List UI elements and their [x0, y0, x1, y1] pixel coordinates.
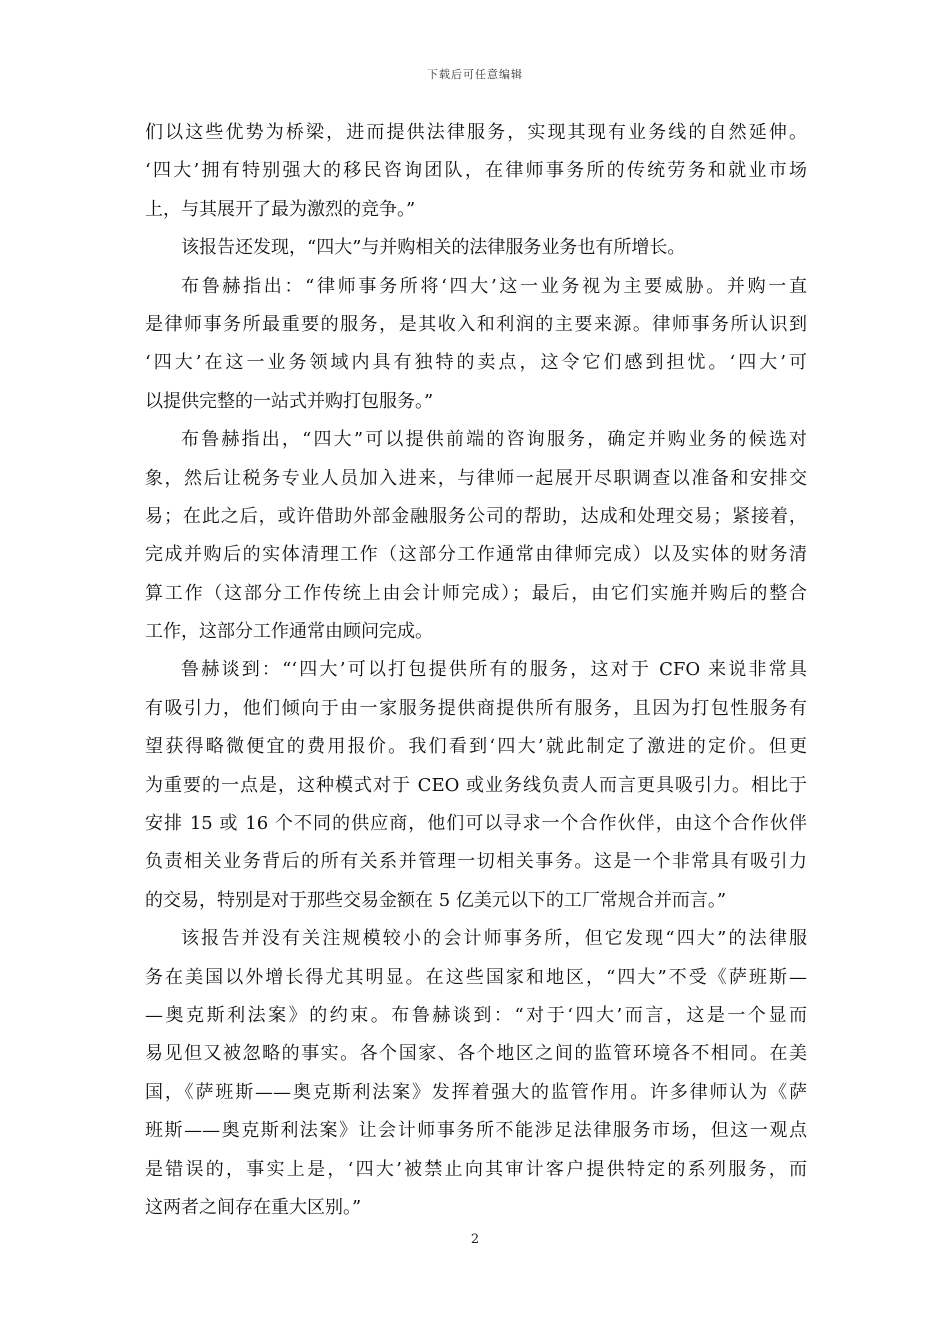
text-line: —奥克斯利法案》的约束。布鲁赫谈到：“对于‘四大’而言，这是一个显而: [145, 1004, 807, 1026]
text-line: 国，《萨班斯——奥克斯利法案》发挥着强大的监管作用。许多律师认为《萨: [145, 1081, 807, 1103]
text-line: 务在美国以外增长得尤其明显。在这些国家和地区，“四大”不受《萨班斯—: [145, 966, 807, 988]
text-line: 班斯——奥克斯利法案》让会计师事务所不能涉足法律服务市场，但这一观点: [145, 1120, 807, 1142]
text-line: 鲁赫谈到：“‘四大’可以打包提供所有的服务，这对于 CFO 来说非常具: [181, 659, 807, 681]
document-body: [145, 114, 807, 1227]
text-line: 易；在此之后，或许借助外部金融服务公司的帮助，达成和处理交易；紧接着，: [145, 505, 807, 527]
text-line: 的交易，特别是对于那些交易金额在 5 亿美元以下的工厂常规合并而言。”: [145, 889, 727, 911]
text-line: ‘四大’拥有特别强大的移民咨询团队，在律师事务所的传统劳务和就业市场: [145, 160, 807, 182]
text-line: 是错误的，事实上是，‘四大’被禁止向其审计客户提供特定的系列服务，而: [145, 1158, 807, 1180]
text-line: 布鲁赫指出：“律师事务所将‘四大’这一业务视为主要威胁。并购一直: [181, 275, 807, 297]
text-line: 象，然后让税务专业人员加入进来，与律师一起展开尽职调查以准备和安排交: [145, 467, 807, 489]
page-header: 下载后可任意编辑: [427, 68, 523, 81]
text-line: ‘四大’在这一业务领域内具有独特的卖点，这令它们感到担忧。‘四大’可: [145, 352, 807, 374]
text-line: 上，与其展开了最为激烈的竞争。”: [145, 198, 416, 220]
text-line: 负责相关业务背后的所有关系并管理一切相关事务。这是一个非常具有吸引力: [145, 851, 807, 873]
text-line: 该报告并没有关注规模较小的会计师事务所，但它发现“四大”的法律服: [181, 928, 807, 950]
text-line: 算工作（这部分工作传统上由会计师完成）；最后，由它们实施并购后的整合: [145, 582, 807, 604]
text-line: 为重要的一点是，这种模式对于 CEO 或业务线负责人而言更具吸引力。相比于: [145, 774, 807, 796]
text-line: 安排 15 或 16 个不同的供应商，他们可以寻求一个合作伙伴，由这个合作伙伴: [145, 813, 807, 835]
text-line: 是律师事务所最重要的服务，是其收入和利润的主要来源。律师事务所认识到: [145, 313, 807, 335]
text-line: 有吸引力，他们倾向于由一家服务提供商提供所有服务，且因为打包性服务有: [145, 697, 807, 719]
text-line: 望获得略微便宜的费用报价。我们看到‘四大’就此制定了激进的定价。但更: [145, 736, 807, 758]
text-line: 工作，这部分工作通常由顾问完成。: [145, 621, 433, 643]
text-line: 该报告还发现，“四大”与并购相关的法律服务业务也有所增长。: [181, 237, 686, 259]
text-line: 这两者之间存在重大区别。”: [145, 1196, 362, 1218]
text-line: 布鲁赫指出，“四大”可以提供前端的咨询服务，确定并购业务的候选对: [181, 429, 807, 451]
text-line: 完成并购后的实体清理工作（这部分工作通常由律师完成）以及实体的财务清: [145, 544, 807, 566]
page-number: 2: [470, 1232, 480, 1247]
text-line: 们以这些优势为桥梁，进而提供法律服务，实现其现有业务线的自然延伸。: [145, 122, 807, 143]
text-line: 以提供完整的一站式并购打包服务。”: [145, 390, 434, 412]
text-line: 易见但又被忽略的事实。各个国家、各个地区之间的监管环境各不相同。在美: [145, 1043, 807, 1065]
